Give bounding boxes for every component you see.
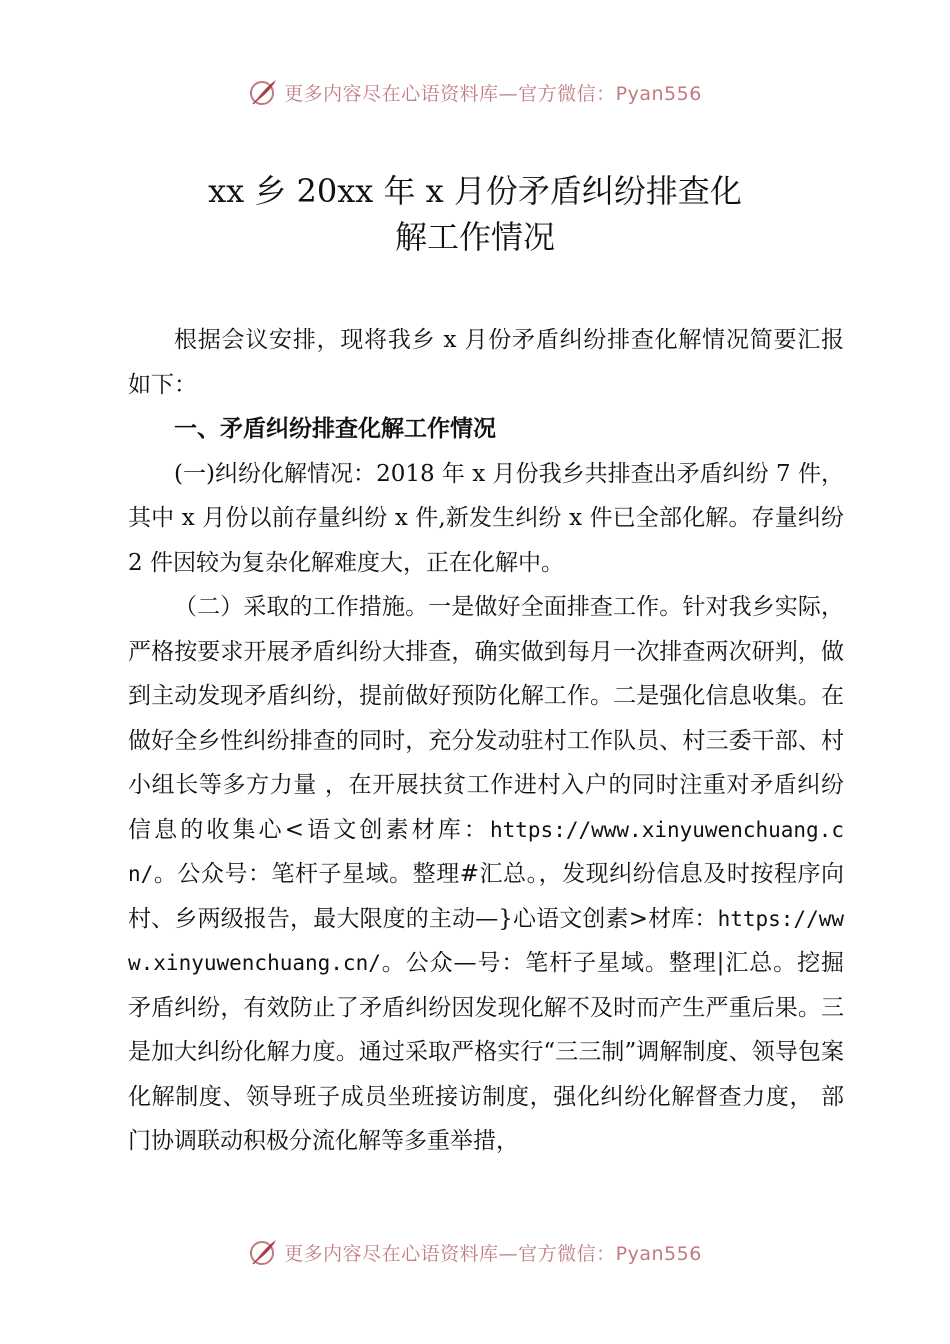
measures-text-b: 。公众号：笔杆子星域。整理#汇总。，发现纠纷信息及时按程序向村、乡两级报告，最大限度的主动—}心语文创素>材库： <box>128 861 844 932</box>
url-link-2: https://www.xinyuwenchuang.cn/ <box>128 906 844 975</box>
quill-logo-icon <box>248 77 278 107</box>
footer-watermark <box>0 1232 950 1272</box>
title-line-2: 解工作情况 <box>394 218 555 256</box>
document-title <box>100 168 850 260</box>
section-heading: 一、矛盾纠纷排查化解工作情况 <box>174 416 496 442</box>
measures-paragraph <box>128 585 844 1164</box>
quill-logo-icon <box>248 1237 278 1267</box>
wechat-id: Pyan556 <box>615 82 702 105</box>
watermark-text: 更多内容尽在心语资料库—官方微信：Pyan556 <box>284 1242 702 1265</box>
document-body <box>128 318 844 1164</box>
measures-text-c: 。公众—号：笔杆子星域。整理|汇总。挖掘矛盾纠纷，有效防止了矛盾纠纷因发现化解不及时而产生严重后果。三是加大纠纷化解力度。通过采取严格实行“三三制”调解制度、领导包案化解制度、领导班子成员坐班接访制度，强化纠纷化解督查力度， 部门协调联动积极分流化解等多重举措， <box>128 950 844 1154</box>
url-link-1: https://www.xinyuwenchuang.cn/ <box>128 817 844 886</box>
dispute-resolution-paragraph: (一)纠纷化解情况：2018 年 x 月份我乡共排查出矛盾纠纷 7 件，其中 x 月份以前存量纠纷 x 件,新发生纠纷 x 件已全部化解。存量纠纷 2 件因较为复杂化解难度大，正在化解中。 <box>128 460 844 576</box>
wechat-id: Pyan556 <box>615 1242 702 1265</box>
header-watermark <box>0 72 950 112</box>
measures-text-a: （二）采取的工作措施。一是做好全面排查工作。针对我乡实际，严格按要求开展矛盾纠纷大排查，确实做到每月一次排查两次研判，做到主动发现矛盾纠纷，提前做好预防化解工作。二是强化信息收集。在做好全乡性纠纷排查的同时，充分发动驻村工作队员、村三委干部、村小组长等多方力量 ，在开展扶贫工作进村入户的同时注重对矛盾纠纷信息的收集心<语文创素材库： <box>128 594 844 843</box>
watermark-text: 更多内容尽在心语资料库—官方微信：Pyan556 <box>284 82 702 105</box>
title-line-1: xx 乡 20xx 年 x 月份矛盾纠纷排查化 <box>208 172 742 210</box>
intro-paragraph: 根据会议安排，现将我乡 x 月份矛盾纠纷排查化解情况简要汇报如下： <box>128 327 844 398</box>
